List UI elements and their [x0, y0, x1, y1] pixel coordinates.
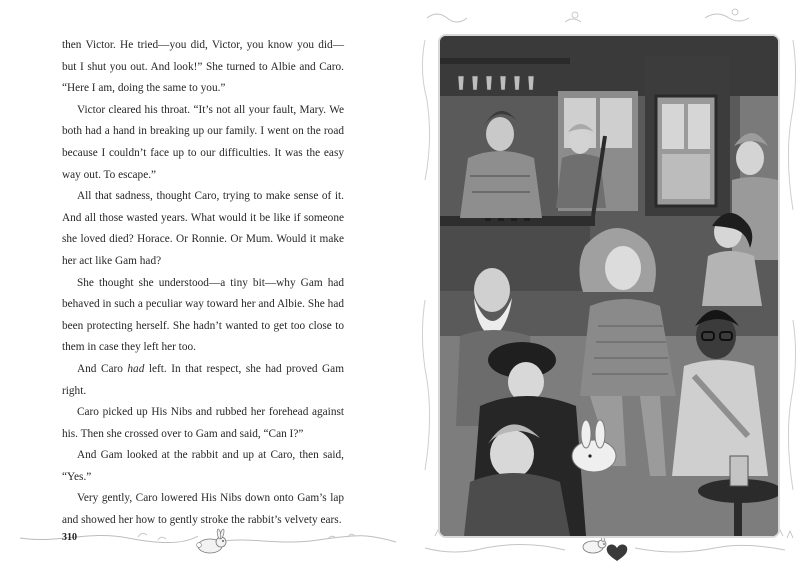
paragraph: She thought she understood—a tiny bit—why Gam had behaved in such a peculiar way toward her and Albie. She had been protecting herself. She hadn’t wanted to get too close to them in case they left her too. — [62, 276, 344, 354]
page-footer — [0, 518, 405, 568]
paragraph: Very gently, Caro lowered His Nibs down onto Gam’s lap and showed her how to gently stroke the rabbit’s velvety ears. — [62, 492, 344, 527]
paragraph: then Victor. He tried—you did, Victor, you know you did—but I shut you out. And look!” She turned to Albie and Caro. “Here I am, doing the same to you.” — [62, 39, 344, 95]
paragraph-text: left. In that respect, she had proved Gam right. — [62, 362, 344, 397]
emphasis-text: had — [127, 362, 145, 375]
paragraph: All that sadness, thought Caro, trying to make sense of it. And all those wasted years. What would it be like if someone she loved died? Horace. Or Ronnie. Or Mum. Would it make her act like Gam had? — [62, 190, 344, 267]
rabbit-icon — [197, 529, 226, 553]
paragraph — [62, 359, 344, 402]
right-page — [405, 0, 810, 571]
rabbit-icon — [583, 534, 606, 553]
paragraph-text: And Caro — [77, 362, 128, 375]
paragraph: Victor cleared his throat. “It’s not all your fault, Mary. We both had a hand in breaking up our family. I went on the road because I couldn’t face up to our difficulties. It was the easy way out. To escape.” — [62, 103, 344, 181]
page-number: 310 — [62, 532, 77, 543]
paragraph: And Gam looked at the rabbit and up at Caro, then said, “Yes.” — [62, 449, 344, 483]
illustration-pub-scene — [440, 36, 778, 536]
heart-icon — [607, 544, 628, 561]
illustration-drawing — [440, 36, 778, 536]
body-text — [62, 35, 344, 532]
paragraph: Caro picked up His Nibs and rubbed her forehead against his. Then she crossed over to Gam and said, “Can I?” — [62, 406, 344, 440]
